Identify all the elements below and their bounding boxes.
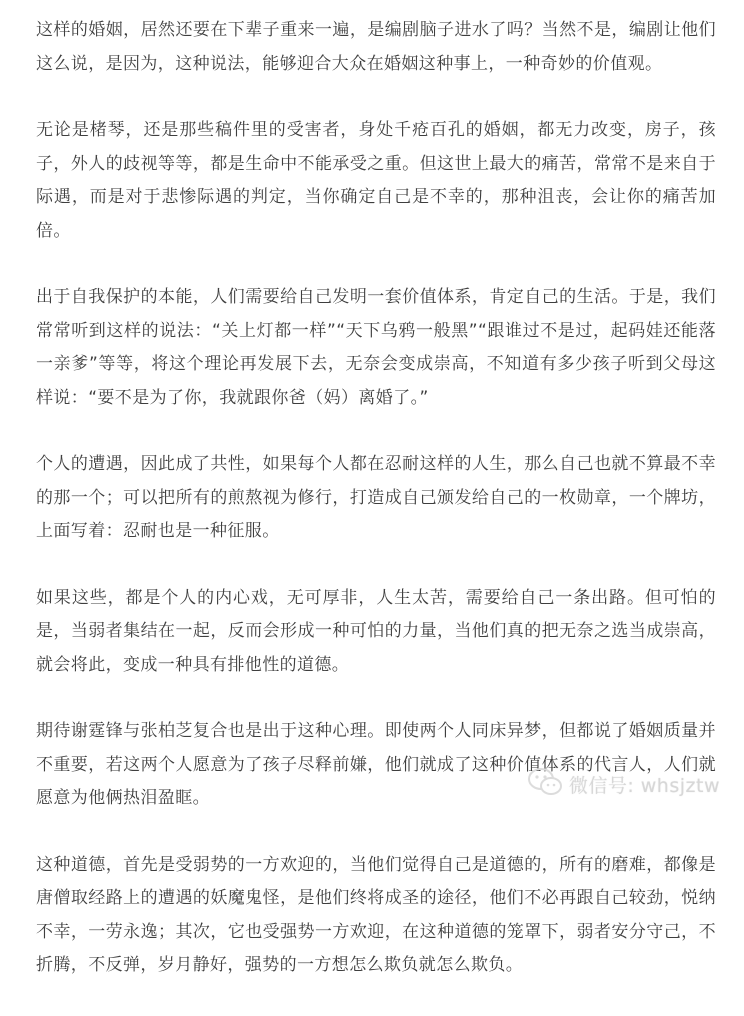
paragraph: 出于自我保护的本能，人们需要给自己发明一套价值体系，肯定自己的生活。于是，我们常常听到这样的说法：“关上灯都一样”“天下乌鸦一般黑”“跟谁过不是过，起码娃还能落一亲爹”等等，将这个理论再发展下去，无奈会变成崇高，不知道有多少孩子听到父母这样说：“要不是为了你，我就跟你爸（妈）离婚了。” bbox=[36, 287, 716, 408]
paragraph: 如果这些，都是个人的内心戏，无可厚非，人生太苦，需要给自己一条出路。但可怕的是，当弱者集结在一起，反而会形成一种可怕的力量，当他们真的把无奈之选当成崇高，就会将此，变成一种具有排他性的道德。 bbox=[36, 587, 716, 675]
paragraph: 期待谢霆锋与张柏芝复合也是出于这种心理。即使两个人同床异梦，但都说了婚姻质量并不重要，若这两个人愿意为了孩子尽释前嫌，他们就成了这种价值体系的代言人，人们就愿意为他俩热泪盈眶。 bbox=[36, 721, 716, 808]
paragraph: 这样的婚姻，居然还要在下辈子重来一遍，是编剧脑子进水了吗？当然不是，编剧让他们这么说，是因为，这种说法，能够迎合大众在婚姻这种事上，一种奇妙的价值观。 bbox=[36, 20, 716, 74]
watermark-text: 微信号: whsjztw bbox=[568, 775, 720, 797]
paragraph: 个人的遭遇，因此成了共性，如果每个人都在忍耐这样的人生，那么自己也就不算最不幸的那一个；可以把所有的煎熬视为修行，打造成自己颁发给自己的一枚勋章，一个牌坊，上面写着：忍耐也是一种征服。 bbox=[36, 454, 716, 541]
paragraph: 无论是楮琴，还是那些稿件里的受害者，身处千疮百孔的婚姻，都无力改变，房子，孩子，外人的歧视等等，都是生命中不能承受之重。但这世上最大的痛苦，常常不是来自于际遇，而是对于悲惨际遇的判定，当你确定自己是不幸的，那种沮丧，会让你的痛苦加倍。 bbox=[36, 120, 716, 241]
paragraph: 这种道德，首先是受弱势的一方欢迎的，当他们觉得自己是道德的，所有的磨难，都像是唐僧取经路上的遭遇的妖魔鬼怪，是他们终将成圣的途径，他们不必再跟自己较劲，悦纳不幸，一劳永逸；其次，它也受强势一方欢迎，在这种道德的笼罩下，弱者安分守己，不折腾，不反弹，岁月静好，强势的一方想怎么欺负就怎么欺负。 bbox=[36, 854, 716, 975]
article-body bbox=[36, 14, 716, 1016]
watermark bbox=[527, 767, 720, 802]
wechat-icon bbox=[527, 767, 563, 802]
